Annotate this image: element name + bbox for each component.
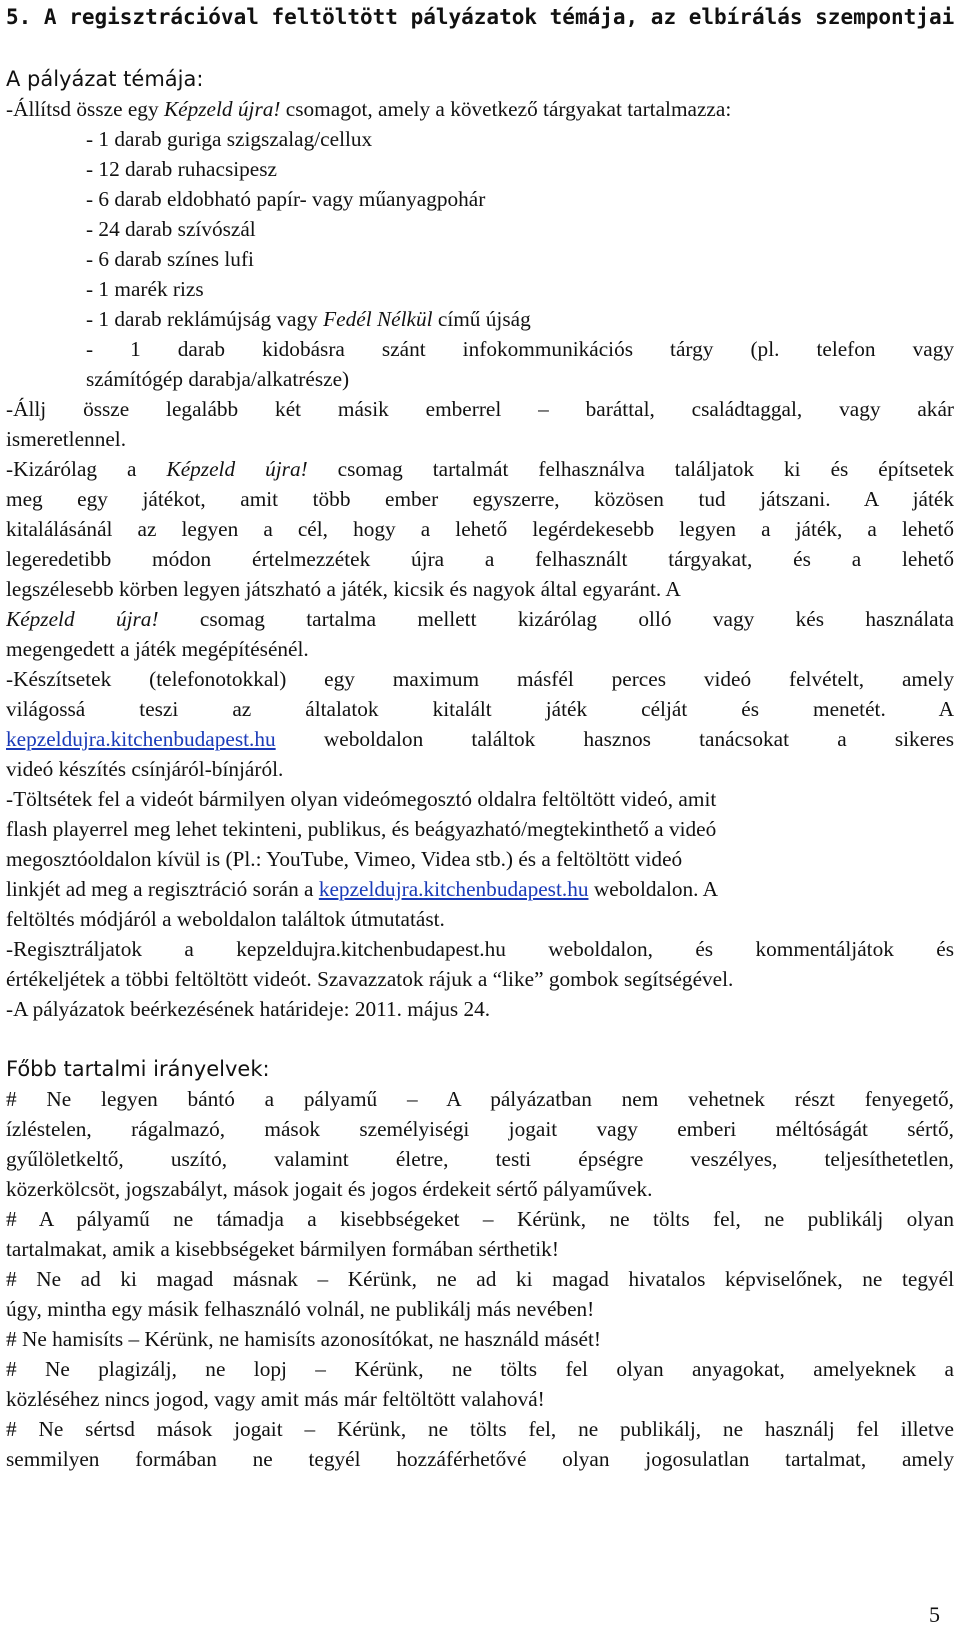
upload-post: weboldalon. A bbox=[588, 877, 719, 901]
list-item: - 1 darab kidobásra szánt infokommunikációs tárgy (pl. telefon vagy bbox=[86, 337, 954, 361]
guideline-line: # Ne legyen bántó a pályamű – A pályázatban nem vehetnek részt fenyegető, bbox=[6, 1087, 954, 1111]
paragraph-line bbox=[6, 874, 954, 904]
deadline-line: -A pályázatok beérkezésének határideje: 2011. május 24. bbox=[6, 997, 491, 1021]
guidelines-heading: Főbb tartalmi irányelvek: bbox=[6, 1057, 270, 1081]
game-italic-2: Képzeld újra! bbox=[6, 607, 159, 631]
guideline-line: úgy, mintha egy másik felhasználó volnál, ne publikálj más nevében! bbox=[6, 1297, 595, 1321]
paragraph-line: flash playerrel meg lehet tekinteni, publikus, és beágyazható/megtekinthető a videó bbox=[6, 817, 717, 841]
paragraph-line: kitalálásánál az legyen a cél, hogy a lehető legérdekesebb legyen a játék, a lehető bbox=[6, 517, 954, 541]
guideline-line: # Ne ad ki magad másnak – Kérünk, ne ad ki magad hivatalos képviselőnek, ne tegyél bbox=[6, 1267, 954, 1291]
paragraph-line: legszélesebb körben legyen játszható a játék, kicsik és nagyok által egyaránt. A bbox=[6, 577, 681, 601]
paragraph-line: legeredetibb módon értelmezzétek újra a felhasznált tárgyakat, és a lehető bbox=[6, 547, 954, 571]
paragraph-line: meg egy játékot, amit több ember egyszerre, közösen tud játszani. A játék bbox=[6, 487, 954, 511]
paragraph-line: ismeretlennel. bbox=[6, 427, 127, 451]
video-post: weboldalon találtok hasznos tanácsokat a sikeres bbox=[275, 727, 954, 751]
newspaper-post: című újság bbox=[432, 307, 531, 331]
section-title: 5. A regisztrációval feltöltött pályázatok témája, az elbírálás szempontjai bbox=[6, 5, 955, 29]
website-link[interactable]: kepzeldujra.kitchenbudapest.hu bbox=[6, 727, 276, 751]
list-item-continuation: számítógép darabja/alkatrésze) bbox=[86, 367, 350, 391]
paragraph-line: -Készítsetek (telefonotokkal) egy maximum másfél perces videó felvételt, amely bbox=[6, 667, 954, 691]
page-number: 5 bbox=[929, 1602, 940, 1627]
game-post: csomag tartalmát felhasználva találjatok ki és építsetek bbox=[307, 457, 954, 481]
list-item: - 6 darab eldobható papír- vagy műanyagpohár bbox=[86, 187, 486, 211]
paragraph-line: -Regisztráljatok a kepzeldujra.kitchenbudapest.hu weboldalon, és kommentáljátok és bbox=[6, 937, 954, 961]
paragraph-line: megosztóoldalon kívül is (Pl.: YouTube, Vimeo, Videa stb.) és a feltöltött videó bbox=[6, 847, 683, 871]
newspaper-title: Fedél Nélkül bbox=[323, 307, 433, 331]
list-item: - 1 darab guriga szigszalag/cellux bbox=[86, 127, 373, 151]
guideline-line: közléséhez nincs jogod, vagy amit más már feltöltött valahová! bbox=[6, 1387, 545, 1411]
paragraph-line: -Állj össze legalább két másik emberrel – baráttal, családtaggal, vagy akár bbox=[6, 397, 954, 421]
guideline-line: # Ne plagizálj, ne lopj – Kérünk, ne tölts fel olyan anyagokat, amelyeknek a bbox=[6, 1357, 954, 1381]
upload-pre: linkjét ad meg a regisztráció során a bbox=[6, 877, 319, 901]
guideline-line: # Ne sértsd mások jogait – Kérünk, ne tölts fel, ne publikálj, ne használj fel illetve bbox=[6, 1417, 954, 1441]
guideline-line: gyűlöletkeltő, uszító, valamint életre, testi épségre veszélyes, teljesíthetetlen, bbox=[6, 1147, 954, 1171]
intro-line bbox=[6, 94, 954, 124]
game-post-2: csomag tartalma mellett kizárólag olló vagy kés használata bbox=[158, 607, 954, 631]
paragraph-line: -Töltsétek fel a videót bármilyen olyan videómegosztó oldalra feltöltött videó, amit bbox=[6, 787, 717, 811]
game-italic: Képzeld újra! bbox=[166, 457, 308, 481]
paragraph-line: videó készítés csínjáról-bínjáról. bbox=[6, 757, 284, 781]
newspaper-pre: - 1 darab reklámújság vagy bbox=[86, 307, 324, 331]
intro-italic: Képzeld újra! bbox=[163, 97, 281, 121]
website-link[interactable]: kepzeldujra.kitchenbudapest.hu bbox=[318, 877, 589, 901]
paragraph-line: világossá teszi az általatok kitalált játék célját és menetét. A bbox=[6, 697, 954, 721]
list-item: - 12 darab ruhacsipesz bbox=[86, 157, 277, 181]
paragraph-line: feltöltés módjáról a weboldalon találtok útmutatást. bbox=[6, 907, 445, 931]
paragraph-line: megengedett a játék megépítésénél. bbox=[6, 637, 309, 661]
list-item bbox=[86, 304, 954, 334]
paragraph-line: értékeljétek a többi feltöltött videót. Szavazzatok rájuk a “like” gombok segítségével. bbox=[6, 967, 734, 991]
list-item: - 24 darab szívószál bbox=[86, 217, 256, 241]
game-pre: -Kizárólag a bbox=[6, 457, 167, 481]
intro-pre: -Állítsd össze egy bbox=[6, 97, 164, 121]
intro-post: csomagot, amely a következő tárgyakat tartalmazza: bbox=[280, 97, 732, 121]
guideline-line: # A pályamű ne támadja a kisebbségeket – Kérünk, ne tölts fel, ne publikálj olyan bbox=[6, 1207, 954, 1231]
guideline-line: semmilyen formában ne tegyél hozzáférhetővé olyan jogosulatlan tartalmat, amely bbox=[6, 1447, 954, 1471]
list-item: - 1 marék rizs bbox=[86, 277, 204, 301]
topic-heading: A pályázat témája: bbox=[6, 67, 204, 91]
guideline-line: # Ne hamisíts – Kérünk, ne hamisíts azonosítókat, ne használd másét! bbox=[6, 1327, 601, 1351]
paragraph-line bbox=[6, 454, 954, 484]
guideline-line: tartalmakat, amik a kisebbségeket bármilyen formában sérthetik! bbox=[6, 1237, 559, 1261]
guideline-line: ízléstelen, rágalmazó, mások személyiségi jogait vagy emberi méltóságát sértő, bbox=[6, 1117, 954, 1141]
guideline-line: közerkölcsöt, jogszabályt, mások jogait és jogos érdekeit sértő pályaművek. bbox=[6, 1177, 653, 1201]
list-item: - 6 darab színes lufi bbox=[86, 247, 254, 271]
paragraph-line bbox=[6, 724, 954, 754]
paragraph-line bbox=[6, 604, 954, 634]
